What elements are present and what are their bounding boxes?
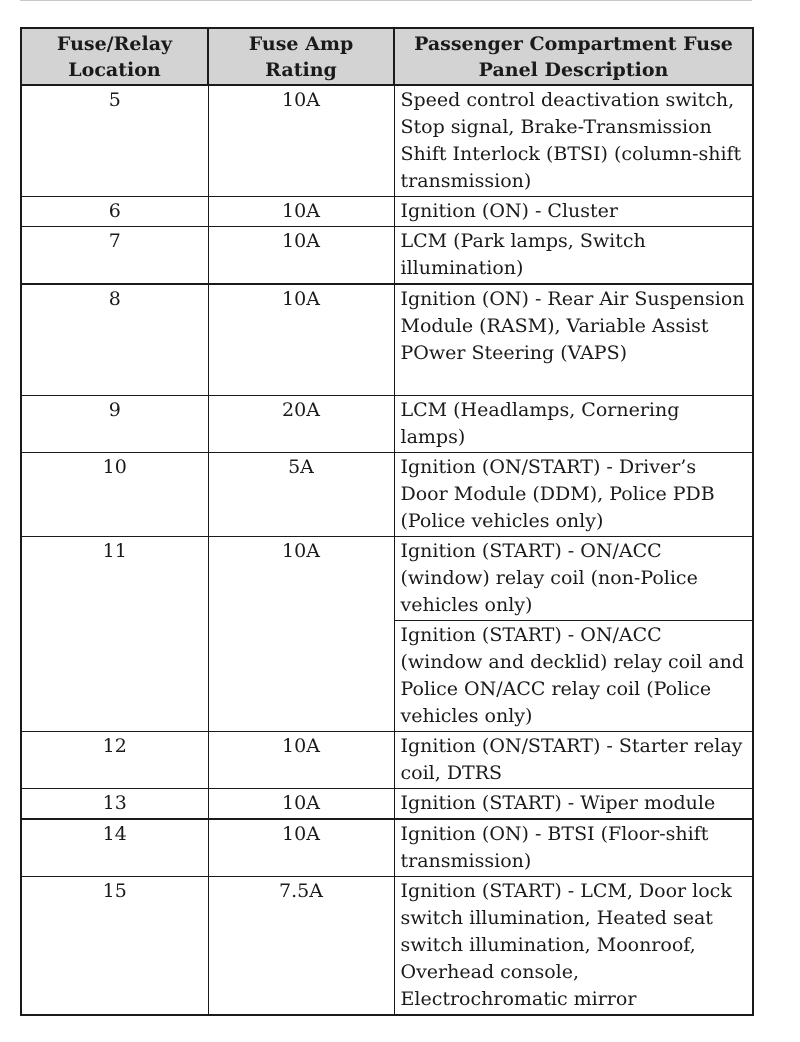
fuse-table bbox=[20, 27, 754, 1016]
fuse-description: Ignition (ON) - Cluster bbox=[394, 197, 753, 227]
fuse-description: Ignition (START) - ON/ACC (window and decklid) relay coil and Police ON/ACC relay coil (Police vehicles only) bbox=[394, 620, 753, 731]
fuse-description: LCM (Park lamps, Switch illumination) bbox=[394, 227, 753, 285]
table-row bbox=[21, 395, 753, 452]
fuse-description: Ignition (ON) - Rear Air Suspension Module (RASM), Variable Assist POwer Steering (VAPS) bbox=[394, 284, 753, 395]
fuse-amp: 10A bbox=[208, 85, 394, 197]
fuse-location: 12 bbox=[21, 731, 208, 788]
table-row bbox=[21, 197, 753, 227]
fuse-description: Speed control deactivation switch, Stop signal, Brake-Transmission Shift Interlock (BTSI) (column-shift transmission) bbox=[394, 85, 753, 197]
fuse-location: 7 bbox=[21, 227, 208, 285]
fuse-description: LCM (Headlamps, Cornering lamps) bbox=[394, 395, 753, 452]
fuse-amp: 10A bbox=[208, 788, 394, 819]
fuse-description: Ignition (START) - LCM, Door lock switch illumination, Heated seat switch illumination, Moonroof, Overhead console, Electrochromatic mirror bbox=[394, 876, 753, 1015]
fuse-amp: 10A bbox=[208, 227, 394, 285]
header-location: Fuse/Relay Location bbox=[21, 28, 208, 85]
fuse-location: 11 bbox=[21, 536, 208, 731]
table-row bbox=[21, 452, 753, 536]
fuse-location: 15 bbox=[21, 876, 208, 1015]
header-row bbox=[21, 28, 753, 85]
fuse-description: Ignition (ON/START) - Driver’s Door Module (DDM), Police PDB (Police vehicles only) bbox=[394, 452, 753, 536]
fuse-amp: 5A bbox=[208, 452, 394, 536]
header-description: Passenger Compartment Fuse Panel Description bbox=[394, 28, 753, 85]
table-row bbox=[21, 819, 753, 877]
fuse-amp: 10A bbox=[208, 197, 394, 227]
fuse-location: 8 bbox=[21, 284, 208, 395]
fuse-amp: 10A bbox=[208, 819, 394, 877]
header-amp-rating: Fuse Amp Rating bbox=[208, 28, 394, 85]
table-row bbox=[21, 788, 753, 819]
fuse-location: 6 bbox=[21, 197, 208, 227]
fuse-amp: 7.5A bbox=[208, 876, 394, 1015]
fuse-description: Ignition (START) - ON/ACC (window) relay coil (non-Police vehicles only) bbox=[394, 536, 753, 620]
table-row bbox=[21, 536, 753, 620]
fuse-description: Ignition (START) - Wiper module bbox=[394, 788, 753, 819]
table-row bbox=[21, 284, 753, 395]
fuse-amp: 10A bbox=[208, 731, 394, 788]
table-row bbox=[21, 876, 753, 1015]
fuse-location: 9 bbox=[21, 395, 208, 452]
table-row bbox=[21, 227, 753, 285]
fuse-description: Ignition (ON/START) - Starter relay coil, DTRS bbox=[394, 731, 753, 788]
fuse-location: 10 bbox=[21, 452, 208, 536]
fuse-location: 5 bbox=[21, 85, 208, 197]
table-row bbox=[21, 731, 753, 788]
top-rule bbox=[20, 0, 752, 1]
fuse-location: 14 bbox=[21, 819, 208, 877]
fuse-amp: 10A bbox=[208, 284, 394, 395]
table-row bbox=[21, 85, 753, 197]
fuse-amp: 20A bbox=[208, 395, 394, 452]
fuse-description: Ignition (ON) - BTSI (Floor-shift transmission) bbox=[394, 819, 753, 877]
fuse-location: 13 bbox=[21, 788, 208, 819]
fuse-amp: 10A bbox=[208, 536, 394, 731]
